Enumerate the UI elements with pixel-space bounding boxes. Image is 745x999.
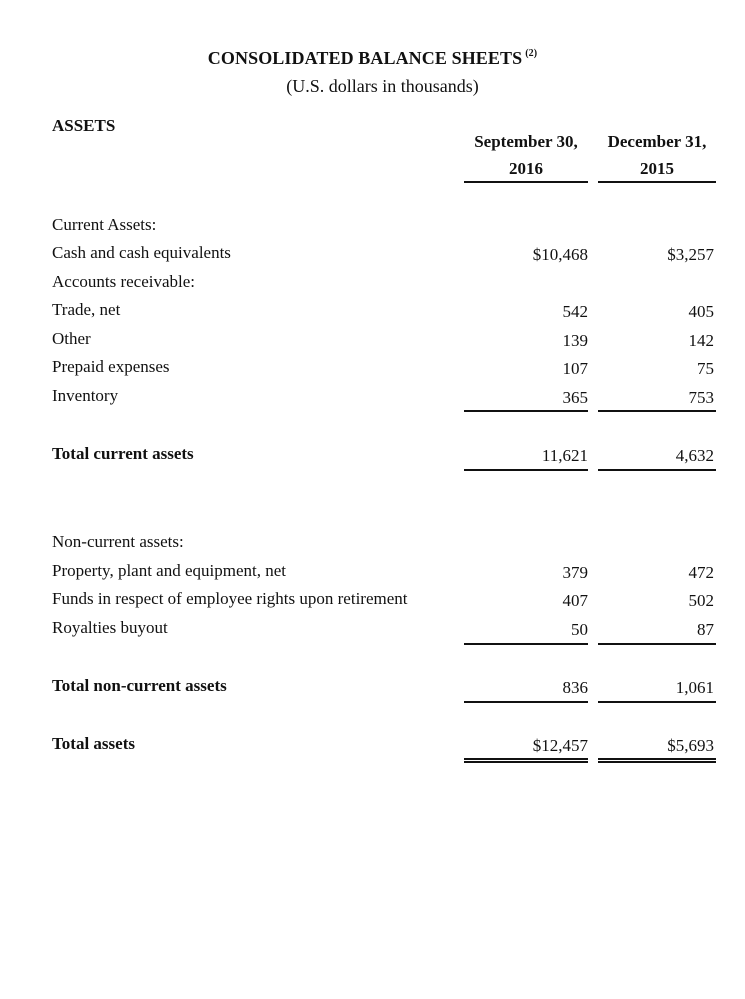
- section-heading-assets: ASSETS: [52, 116, 116, 135]
- cell-total-non-current-2016: 836: [562, 678, 588, 697]
- header-underline: [598, 181, 716, 183]
- title-footnote: (2): [525, 48, 538, 59]
- row-label-royalties: Royalties buyout: [52, 618, 168, 637]
- cell-funds-retirement-2016: 407: [562, 591, 588, 610]
- page-subtitle: (U.S. dollars in thousands): [286, 76, 479, 96]
- total-underline: [464, 469, 588, 471]
- column-header-dec-2015: [598, 128, 716, 182]
- row-label-cash: Cash and cash equivalents: [52, 243, 231, 262]
- row-label-prepaid: Prepaid expenses: [52, 357, 170, 376]
- title-text: CONSOLIDATED BALANCE SHEETS: [207, 48, 523, 68]
- cell-royalties-2015: 87: [697, 620, 714, 639]
- cell-ppe-2015: 472: [688, 563, 714, 582]
- row-label-trade-net: Trade, net: [52, 300, 121, 319]
- non-current-assets-header: Non-current assets:: [52, 532, 184, 551]
- row-label-other: Other: [52, 329, 91, 348]
- cell-inventory-2016: 365: [562, 388, 588, 407]
- row-label-total-assets: Total assets: [52, 734, 135, 753]
- total-underline: [598, 701, 716, 703]
- grand-total-double-underline: [598, 758, 716, 763]
- cell-cash-2015: $3,257: [667, 245, 714, 264]
- cell-trade-net-2016: 542: [562, 302, 588, 321]
- column-header-sep-2016: [464, 128, 588, 182]
- column-header-line2: 2015: [640, 159, 674, 178]
- header-underline: [464, 181, 588, 183]
- subtotal-underline: [598, 643, 716, 645]
- column-header-line1: September 30,: [474, 132, 578, 151]
- column-header-line1: December 31,: [607, 132, 707, 151]
- cell-prepaid-2016: 107: [562, 359, 588, 378]
- subtotal-underline: [464, 410, 588, 412]
- total-underline: [598, 469, 716, 471]
- cell-royalties-2016: 50: [571, 620, 588, 639]
- row-label-ppe: Property, plant and equipment, net: [52, 561, 287, 580]
- cell-funds-retirement-2015: 502: [688, 591, 714, 610]
- cell-total-assets-2016: $12,457: [532, 736, 588, 755]
- cell-ppe-2016: 379: [562, 563, 588, 582]
- cell-total-assets-2015: $5,693: [667, 736, 714, 755]
- row-label-inventory: Inventory: [52, 386, 119, 405]
- row-label-total-non-current: Total non-current assets: [52, 676, 227, 695]
- cell-total-current-2015: 4,632: [675, 446, 714, 465]
- cell-cash-2016: $10,468: [532, 245, 588, 264]
- cell-prepaid-2015: 75: [697, 359, 714, 378]
- cell-inventory-2015: 753: [688, 388, 714, 407]
- cell-other-2015: 142: [688, 331, 714, 350]
- cell-trade-net-2015: 405: [688, 302, 714, 321]
- row-label-funds-retirement: Funds in respect of employee rights upon retirement: [52, 589, 408, 608]
- cell-total-non-current-2015: 1,061: [675, 678, 714, 697]
- subtotal-underline: [598, 410, 716, 412]
- current-assets-header: Current Assets:: [52, 215, 157, 234]
- grand-total-double-underline: [464, 758, 588, 763]
- column-header-line2: 2016: [509, 159, 543, 178]
- subtotal-underline: [464, 643, 588, 645]
- cell-total-current-2016: 11,621: [541, 446, 588, 465]
- cell-other-2016: 139: [562, 331, 588, 350]
- row-label-total-current: Total current assets: [52, 444, 194, 463]
- accounts-receivable-header: Accounts receivable:: [52, 272, 196, 291]
- page-title: [0, 48, 745, 69]
- total-underline: [464, 701, 588, 703]
